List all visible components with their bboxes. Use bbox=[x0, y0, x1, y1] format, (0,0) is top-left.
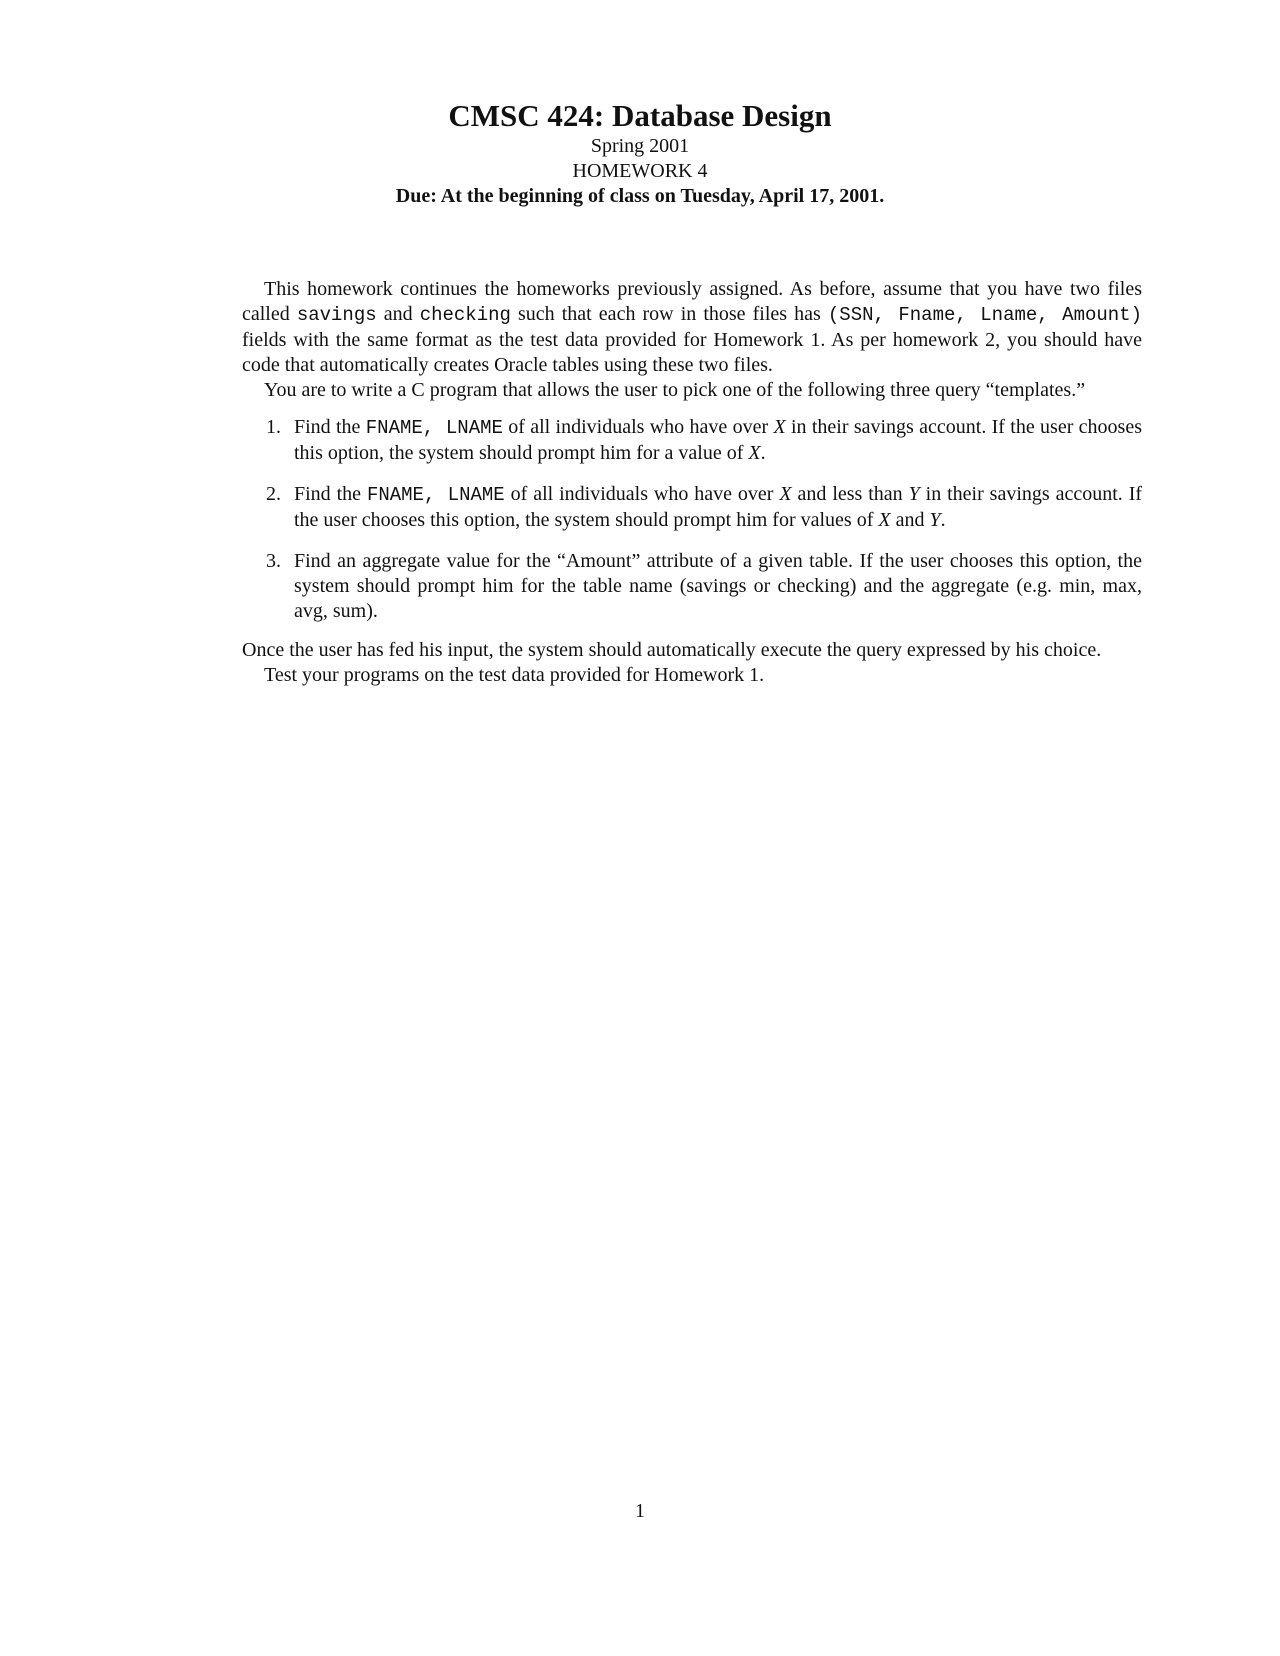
code-fname-lname: FNAME, LNAME bbox=[365, 417, 503, 439]
item-text: of all individuals who have over bbox=[504, 483, 780, 505]
math-variable-x: X bbox=[878, 509, 891, 531]
closing-paragraph-2: Test your programs on the test data provided for Homework 1. bbox=[264, 664, 765, 686]
list-item-number: 3. bbox=[266, 550, 281, 572]
document-body bbox=[242, 277, 1142, 688]
code-checking: checking bbox=[419, 304, 511, 326]
item-text: Find an aggregate value for the “Amount” attribute of a given table. If the user chooses this option, the system should prompt him for the table name (savings or checking) and the aggregate (e.g. min, max, avg, sum). bbox=[294, 550, 1142, 622]
query-template-list bbox=[242, 415, 1142, 624]
item-text: and bbox=[890, 509, 930, 531]
code-fields: (SSN, Fname, Lname, Amount) bbox=[827, 304, 1142, 326]
list-item-number: 1. bbox=[266, 416, 281, 438]
item-text: in their savings account. If the user chooses this option, the system should prompt him for a value of bbox=[294, 416, 1143, 464]
due-date-line: Due: At the beginning of class on Tuesday, April 17, 2001. bbox=[395, 184, 885, 207]
intro-text: fields with the same format as the test data provided for Homework 1. As per homework 2, you should have code that automatically creates Oracle tables using these two files. bbox=[242, 329, 1142, 376]
assignment-line: HOMEWORK 4 bbox=[572, 159, 708, 182]
item-text: and less than bbox=[791, 483, 909, 505]
code-fname-lname: FNAME, LNAME bbox=[366, 484, 505, 506]
intro-text: This homework continues the homeworks previously assigned. As before, assume that you have two files called bbox=[242, 278, 1142, 325]
math-variable-x: X bbox=[748, 442, 761, 464]
item-text: in their savings account. If the user chooses this option, the system should prompt him for values of bbox=[294, 483, 1143, 531]
list-item bbox=[242, 482, 1142, 533]
term-line: Spring 2001 bbox=[590, 134, 690, 157]
math-variable-x: X bbox=[779, 483, 792, 505]
item-text: . bbox=[760, 442, 766, 464]
intro-text: such that each row in those files has bbox=[510, 303, 828, 325]
list-item bbox=[242, 549, 1142, 624]
closing-paragraph-1: Once the user has fed his input, the system should automatically execute the query expressed by his choice. bbox=[242, 639, 1102, 661]
document-header bbox=[0, 98, 1280, 209]
list-item bbox=[242, 415, 1142, 466]
math-variable-y: Y bbox=[908, 483, 920, 505]
item-text: Find the bbox=[294, 416, 366, 438]
document-title: CMSC 424: Database Design bbox=[448, 98, 832, 133]
list-item-number: 2. bbox=[266, 483, 281, 505]
intro-text: and bbox=[376, 303, 420, 325]
math-variable-x: X bbox=[773, 416, 786, 438]
intro-paragraph-2: You are to write a C program that allows the user to pick one of the following three query “templates.” bbox=[264, 379, 1086, 401]
item-text: of all individuals who have over bbox=[502, 416, 774, 438]
item-text: . bbox=[940, 509, 946, 531]
page-number: 1 bbox=[635, 1500, 645, 1522]
item-text: Find the bbox=[294, 483, 367, 505]
code-savings: savings bbox=[296, 304, 377, 326]
intro-paragraph-1 bbox=[242, 277, 1142, 378]
math-variable-y: Y bbox=[929, 509, 941, 531]
